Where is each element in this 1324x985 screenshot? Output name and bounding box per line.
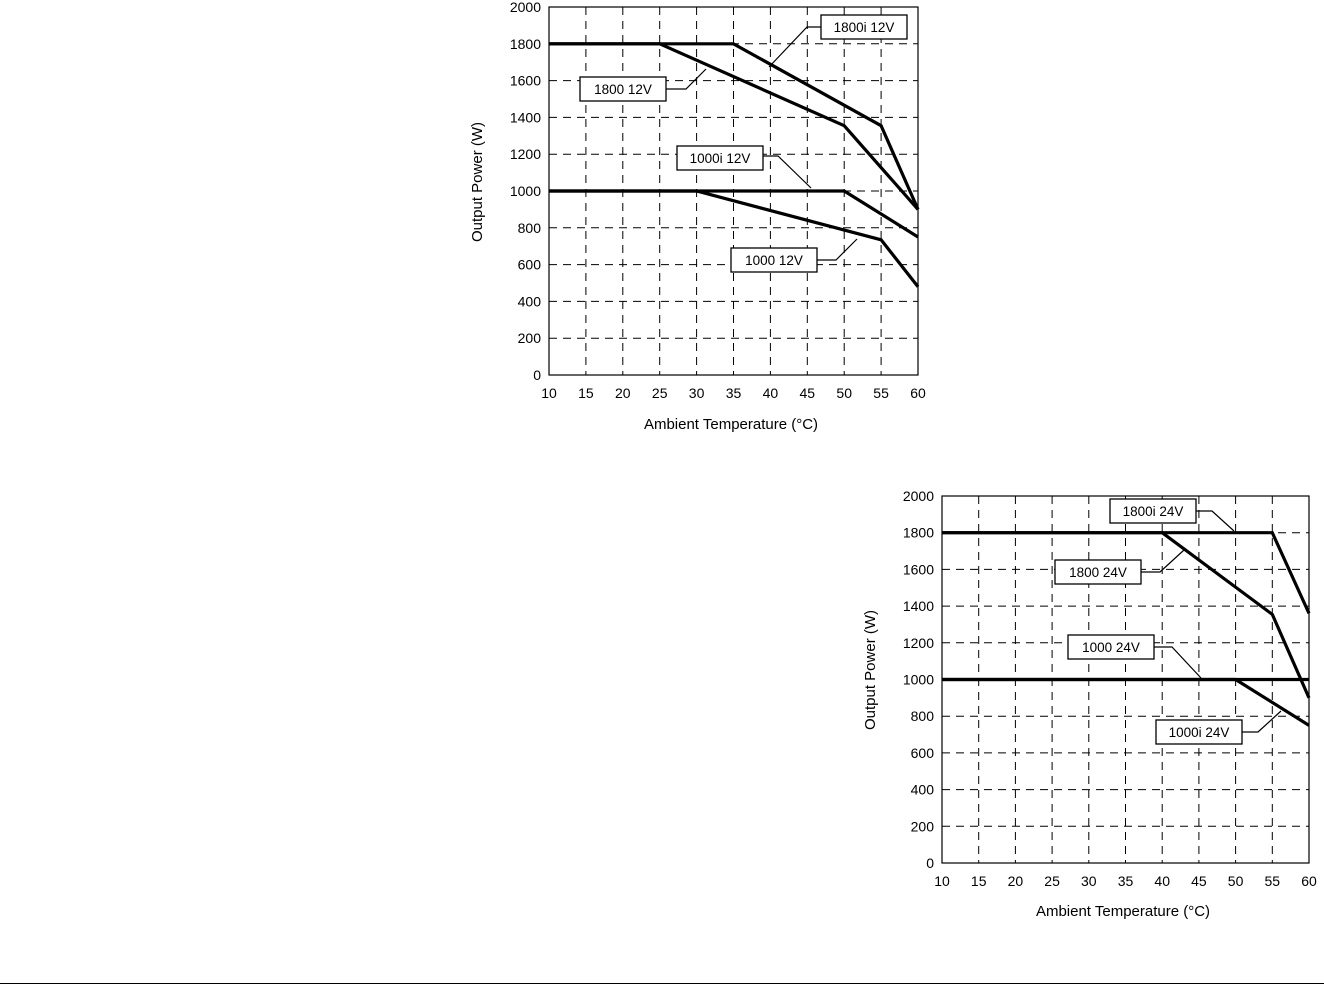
x-tick-label: 45	[1191, 873, 1207, 889]
chart-12v-derating	[469, 0, 926, 433]
y-tick-label: 600	[910, 744, 934, 761]
y-axis-title: Output Power (W)	[469, 121, 486, 243]
annotation-label-1000-24v: 1000 24V	[1082, 640, 1140, 655]
y-tick-label: 1200	[902, 634, 934, 651]
x-tick-label: 20	[615, 385, 631, 401]
x-tick-label: 15	[970, 873, 987, 889]
y-tick-label: 1600	[509, 72, 541, 89]
annotation-label-1000i-24v: 1000i 24V	[1168, 725, 1230, 740]
annotation-leader-1000-12v	[817, 239, 857, 260]
y-tick-label: 600	[517, 256, 541, 273]
y-tick-label: 200	[517, 330, 541, 347]
x-tick-label: 30	[1081, 873, 1097, 889]
x-axis-title: Ambient Temperature (°C)	[643, 416, 819, 433]
y-tick-label: 1800	[902, 524, 934, 541]
annotation-label-1800-12v: 1800 12V	[594, 82, 652, 97]
y-tick-label: 400	[517, 293, 541, 310]
annotation-label-1800-24v: 1800 24V	[1069, 565, 1127, 580]
y-axis-title: Output Power (W)	[862, 609, 879, 731]
y-tick-label: 200	[910, 818, 934, 835]
x-tick-label: 10	[541, 385, 557, 401]
y-tick-label: 0	[926, 855, 934, 871]
series-line-1000i-12v	[549, 191, 918, 237]
y-tick-label: 2000	[509, 0, 541, 15]
x-tick-label: 25	[1044, 873, 1060, 889]
annotation-leader-1800i-12v	[769, 27, 821, 67]
x-tick-label: 15	[578, 385, 594, 401]
x-tick-label: 30	[688, 385, 705, 401]
y-tick-label: 1200	[509, 146, 541, 163]
annotation-label-1000i-12v: 1000i 12V	[689, 151, 751, 166]
series-line-1000i-24v	[942, 680, 1309, 726]
chart-24v-derating	[862, 488, 1317, 920]
y-tick-label: 800	[910, 708, 934, 725]
x-tick-label: 55	[873, 385, 889, 401]
y-tick-label: 1000	[509, 183, 541, 199]
y-tick-label: 1000	[902, 671, 934, 688]
x-tick-label: 50	[836, 385, 852, 401]
annotation-label-1800i-12v: 1800i 12V	[833, 20, 895, 35]
annotation-leader-1800-12v	[666, 69, 706, 89]
x-tick-label: 40	[762, 385, 779, 401]
x-tick-label: 25	[651, 385, 668, 401]
annotation-leader-1000i-12v	[763, 156, 811, 188]
annotation-leader-1800i-24v	[1196, 511, 1234, 531]
x-tick-label: 60	[1301, 873, 1317, 889]
x-tick-label: 60	[910, 385, 926, 401]
y-tick-label: 1400	[509, 109, 541, 126]
x-tick-label: 40	[1154, 873, 1170, 889]
y-tick-label: 2000	[902, 488, 934, 504]
y-tick-label: 1800	[509, 35, 541, 52]
x-axis-title: Ambient Temperature (°C)	[1035, 903, 1211, 920]
annotation-label-1800i-24v: 1800i 24V	[1122, 504, 1184, 519]
x-tick-label: 35	[725, 385, 742, 401]
x-tick-label: 55	[1264, 873, 1281, 889]
page-bottom-rule	[0, 983, 1324, 984]
annotation-label-1000-12v: 1000 12V	[745, 253, 803, 268]
x-tick-label: 20	[1007, 873, 1024, 889]
y-tick-label: 0	[533, 367, 541, 383]
y-tick-label: 800	[517, 219, 541, 236]
y-tick-label: 1400	[902, 598, 934, 615]
x-tick-label: 35	[1117, 873, 1134, 889]
x-tick-label: 50	[1227, 873, 1244, 889]
annotation-leader-1000i-24v	[1242, 711, 1281, 732]
annotation-leader-1000-24v	[1154, 647, 1201, 678]
y-tick-label: 1600	[902, 561, 934, 578]
y-tick-label: 400	[910, 781, 934, 798]
x-tick-label: 10	[934, 873, 950, 889]
x-tick-label: 45	[799, 385, 816, 401]
